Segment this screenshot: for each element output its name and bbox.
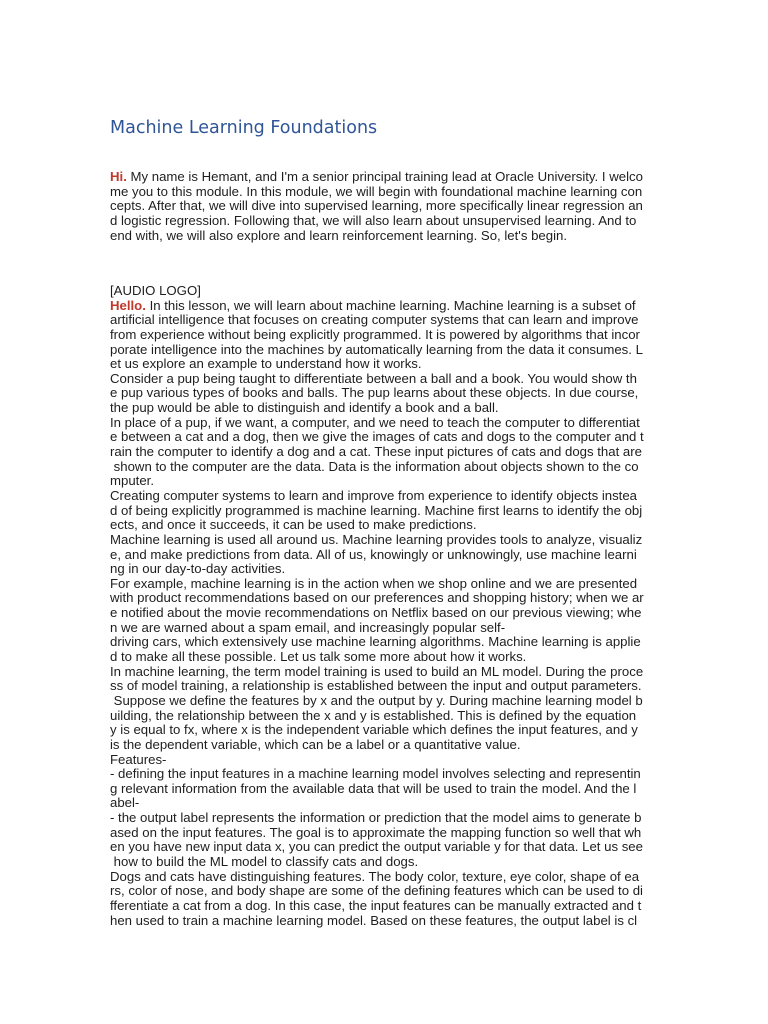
body-line: rs, color of nose, and body shape are some of the defining features which can be used to di bbox=[110, 883, 643, 899]
body-line: the pup would be able to distinguish and identify a book and a ball. bbox=[110, 400, 499, 416]
body-line: y is equal to fx, where x is the independent variable which defines the input features, and y bbox=[110, 722, 638, 738]
body-line bbox=[110, 299, 670, 314]
intro-line: end with, we will also explore and learn reinforcement learning. So, let's begin. bbox=[110, 227, 568, 243]
body-line: For example, machine learning is in the action when we shop online and we are presented bbox=[110, 575, 638, 591]
body-line: Consider a pup being taught to differentiate between a ball and a book. You would show th bbox=[110, 370, 637, 386]
body-line: ased on the input features. The goal is to approximate the mapping function so well that wh bbox=[110, 824, 642, 840]
body-line: Creating computer systems to learn and improve from experience to identify objects instea bbox=[110, 487, 638, 503]
body-line: et us explore an example to understand how it works. bbox=[110, 356, 422, 372]
body-line: g relevant information from the available data that will be used to train the model. And the l bbox=[110, 780, 637, 796]
body-line: is the dependent variable, which can be a label or a quantitative value. bbox=[110, 736, 521, 752]
body-line: artificial intelligence that focuses on creating computer systems that can learn and improve bbox=[110, 312, 639, 328]
intro-paragraph bbox=[110, 170, 670, 243]
body-line: d of being explicitly programmed is machine learning. Machine first learns to identify the obj bbox=[110, 502, 643, 518]
intro-line bbox=[110, 170, 670, 185]
body-line: how to build the ML model to classify cats and dogs. bbox=[110, 853, 419, 869]
body-line: fferentiate a cat from a dog. In this case, the input features can be manually extracted and t bbox=[110, 897, 642, 913]
body-line: In place of a pup, if we want, a computer, and we need to teach the computer to differentiat bbox=[110, 414, 640, 430]
body-line: en you have new input data x, you can predict the output variable y for that data. Let us see bbox=[110, 839, 643, 855]
body-line: n we are warned about a spam email, and increasingly popular self- bbox=[110, 619, 506, 635]
speaker-label: Hello. bbox=[110, 297, 146, 313]
body-line: e between a cat and a dog, then we give the images of cats and dogs to the computer and t bbox=[110, 429, 644, 445]
lesson-body bbox=[110, 284, 670, 928]
body-line: e pup various types of books and balls. The pup learns about these objects. In due course, bbox=[110, 385, 639, 401]
body-line: with product recommendations based on our preferences and shopping history; when we ar bbox=[110, 590, 644, 606]
body-line: In machine learning, the term model training is used to build an ML model. During the proce bbox=[110, 663, 644, 679]
line-text: My name is Hemant, and I'm a senior principal training lead at Oracle University. I welco bbox=[126, 169, 643, 184]
intro-line: cepts. After that, we will dive into supervised learning, more specifically linear regression an bbox=[110, 198, 643, 214]
body-line: e, and make predictions from data. All of us, knowingly or unknowingly, use machine learni bbox=[110, 546, 637, 562]
body-line: ects, and once it succeeds, it can be used to make predictions. bbox=[110, 517, 477, 533]
body-line: ss of model training, a relationship is established between the input and output parameters. bbox=[110, 678, 642, 694]
intro-line: d logistic regression. Following that, we will also learn about unsupervised learning. And to bbox=[110, 212, 637, 228]
body-line: uilding, the relationship between the x and y is established. This is defined by the equation bbox=[110, 707, 637, 723]
body-line: e notified about the movie recommendations on Netflix based on our previous viewing; whe bbox=[110, 605, 642, 621]
body-line: driving cars, which extensively use machine learning algorithms. Machine learning is applie bbox=[110, 634, 641, 650]
body-line: Features- bbox=[110, 751, 167, 767]
body-line: Machine learning is used all around us. Machine learning provides tools to analyze, visualiz bbox=[110, 531, 643, 547]
body-line: abel- bbox=[110, 795, 140, 811]
body-line: hen used to train a machine learning model. Based on these features, the output label is cl bbox=[110, 912, 638, 928]
intro-line: me you to this module. In this module, we will begin with foundational machine learning con bbox=[110, 183, 643, 199]
body-line: Dogs and cats have distinguishing features. The body color, texture, eye color, shape of ea bbox=[110, 868, 640, 884]
body-line: mputer. bbox=[110, 473, 154, 489]
speaker-label: Hi. bbox=[110, 169, 127, 184]
body-line: shown to the computer are the data. Data is the information about objects shown to the co bbox=[110, 458, 639, 474]
body-line: ng in our day-to-day activities. bbox=[110, 561, 286, 577]
body-line: Suppose we define the features by x and the output by y. During machine learning model b bbox=[110, 692, 643, 708]
body-line: porate intelligence into the machines by automatically learning from the data it consumes. L bbox=[110, 341, 643, 357]
body-line: rain the computer to identify a dog and a cat. These input pictures of cats and dogs that are bbox=[110, 444, 642, 460]
body-line: d to make all these possible. Let us talk some more about how it works. bbox=[110, 649, 527, 665]
body-line: from experience without being explicitly programmed. It is powered by algorithms that incor bbox=[110, 326, 640, 342]
document-title: Machine Learning Foundations bbox=[110, 118, 378, 138]
audio-logo-cue: [AUDIO LOGO] bbox=[110, 283, 201, 298]
body-line: - defining the input features in a machine learning model involves selecting and representin bbox=[110, 766, 641, 782]
line-text: In this lesson, we will learn about machine learning. Machine learning is a subset of bbox=[145, 297, 636, 313]
body-line: - the output label represents the information or prediction that the model aims to generate b bbox=[110, 810, 642, 826]
